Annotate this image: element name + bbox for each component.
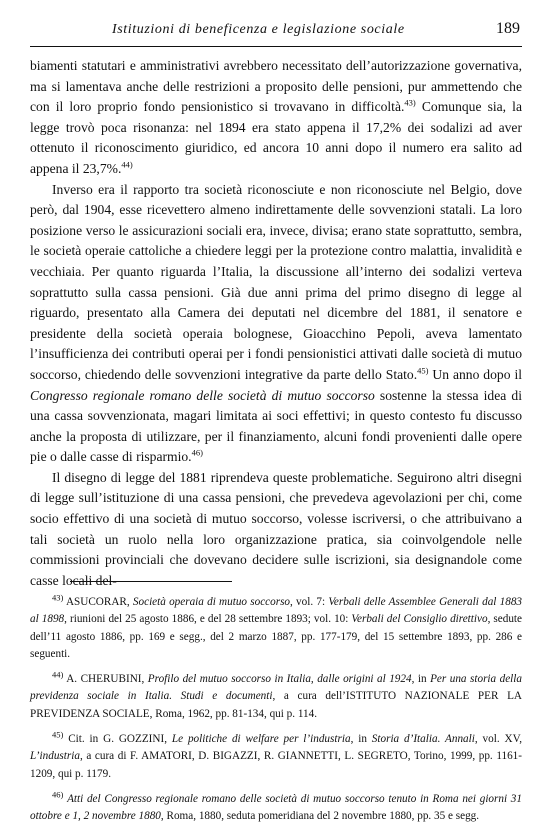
paragraph-2: Inverso era il rapporto tra società riconosciute e non riconosciute nel Belgio, dove però, dal 1904, esse ricevettero almeno indirettamente delle sovvenzioni statali. La loro posizione verso le assicurazioni sociali era, invece, divisa; erano state soprattutto, sembra, le società operaie cattoliche a chiedere leggi per la protezione contro malattia, invalidità e vecchiaia. Per quanto riguarda l’Italia, la discussione all’interno dei sodalizi verteva soprattutto sulla cassa pensioni. Già due anni prima del primo disegno di legge al riguardo, presentato alla Camera dei deputati nel dicembre del 1881, il senatore e presidente della società operaia bolognese, Gioacchino Pepoli, aveva lamentato l’insufficienza dei contributi operai per i fondi pensionistici attivati dalle società di mutuo soccorso, chiedendo delle sovvenzioni integrative da parte dello Stato.$^{45)}$ Un anno dopo il Congresso regionale romano delle società di mutuo soccorso sostenne la stessa idea di una cassa sovvenzionata, magari limitata ai soci effettivi; in questo contesto fu discusso anche la proposta di utilizzare, per il finanziamento, alcuni fondi provenienti dalle opere pie o dalle casse di risparmio.$^{46)}$ — [30, 181, 522, 465]
footnotes — [30, 594, 522, 834]
footnote-46: $^{46)}$ Atti del Congresso regionale romano delle società di mutuo soccorso tenuto in Roma nei giorni 31 ottobre e 1, 2 novembre 1880, Roma, 1880, seduta pomeridiana del 2 novembre 1880, pp. 35 e segg. — [30, 789, 522, 823]
running-title: Istituzioni di beneficenza e legislazione sociale — [112, 22, 405, 37]
header-rule — [30, 46, 522, 47]
paragraph-1: biamenti statutari e amministrativi avrebbero necessitato dell’autorizzazione governativa, ma si lamentava anche delle restrizioni a proposito delle pensioni, pur ammettendo che con il loro proprio fondo pensionistico si trovavano in difficoltà.$^{43)}$ Comunque sia, la legge trovò poca risonanza: nel 1894 era stato appena il 17,2% dei sodalizi ad aver ottenuto il riconoscimento giuridico, ed ancora 10 anni dopo il numero era salito ad appena il 23,7%.$^{44)}$ — [30, 58, 522, 176]
paragraph-3: Il disegno di legge del 1881 riprendeva queste problematiche. Seguirono altri disegni di legge sull’istituzione di una cassa pensioni, che prevedeva agevolazioni per chi, come socio effettivo di una società di mutuo soccorso, volesse iscriversi, o che attribuivano a tali società un ruolo nella loro organizzazione pratica, sia coinvolgendole nelle commissioni provinciali che dovevano decidere sulle iscrizioni, sia designandole come casse locali del- — [30, 469, 522, 588]
footnote-ref-44: 44) — [121, 159, 133, 170]
footnote-ref-45: 45) — [417, 365, 429, 376]
footnote-ref-46: 46) — [191, 447, 203, 458]
page-number: 189 — [496, 20, 520, 37]
footnote-44: $^{44)}$ A. CHERUBINI, Profilo del mutuo soccorso in Italia, dalle origini al 1924, in Per una storia della previdenza sociale in Italia. Studi e documenti, a cura dell’ISTITUTO NAZIONALE PER LA PREVIDENZA SOCIALE, Roma, 1962, pp. 81-134, qui p. 114. — [30, 669, 522, 720]
main-text — [30, 56, 522, 591]
footnote-ref-43: 43) — [404, 97, 416, 108]
footnote-43: $^{43)}$ ASUCORAR, Società operaia di mutuo soccorso, vol. 7: Verbali delle Assemblee Generali dal 1883 al 1898, riunioni del 25 agosto 1886, e del 28 settembre 1893; vol. 10: Verbali del Consiglio direttivo, sedute dell’11 agosto 1886, pp. 169 e segg., del 2 marzo 1887, pp. 177-179, del 15 settembre 1893, pp. 286 e seguenti. — [30, 592, 523, 660]
footnote-45: $^{45)}$ Cit. in G. GOZZINI, Le politiche di welfare per l’industria, in Storia d’Italia. Annali, vol. XV, L’industria, a cura di F. AMATORI, D. BIGAZZI, R. GIANNETTI, L. SEGRETO, Torino, 1999, pp. 1161-1209, qui p. 1179. — [30, 729, 523, 780]
page-header — [30, 22, 522, 44]
book-page — [30, 0, 522, 832]
footnote-rule — [70, 581, 232, 582]
